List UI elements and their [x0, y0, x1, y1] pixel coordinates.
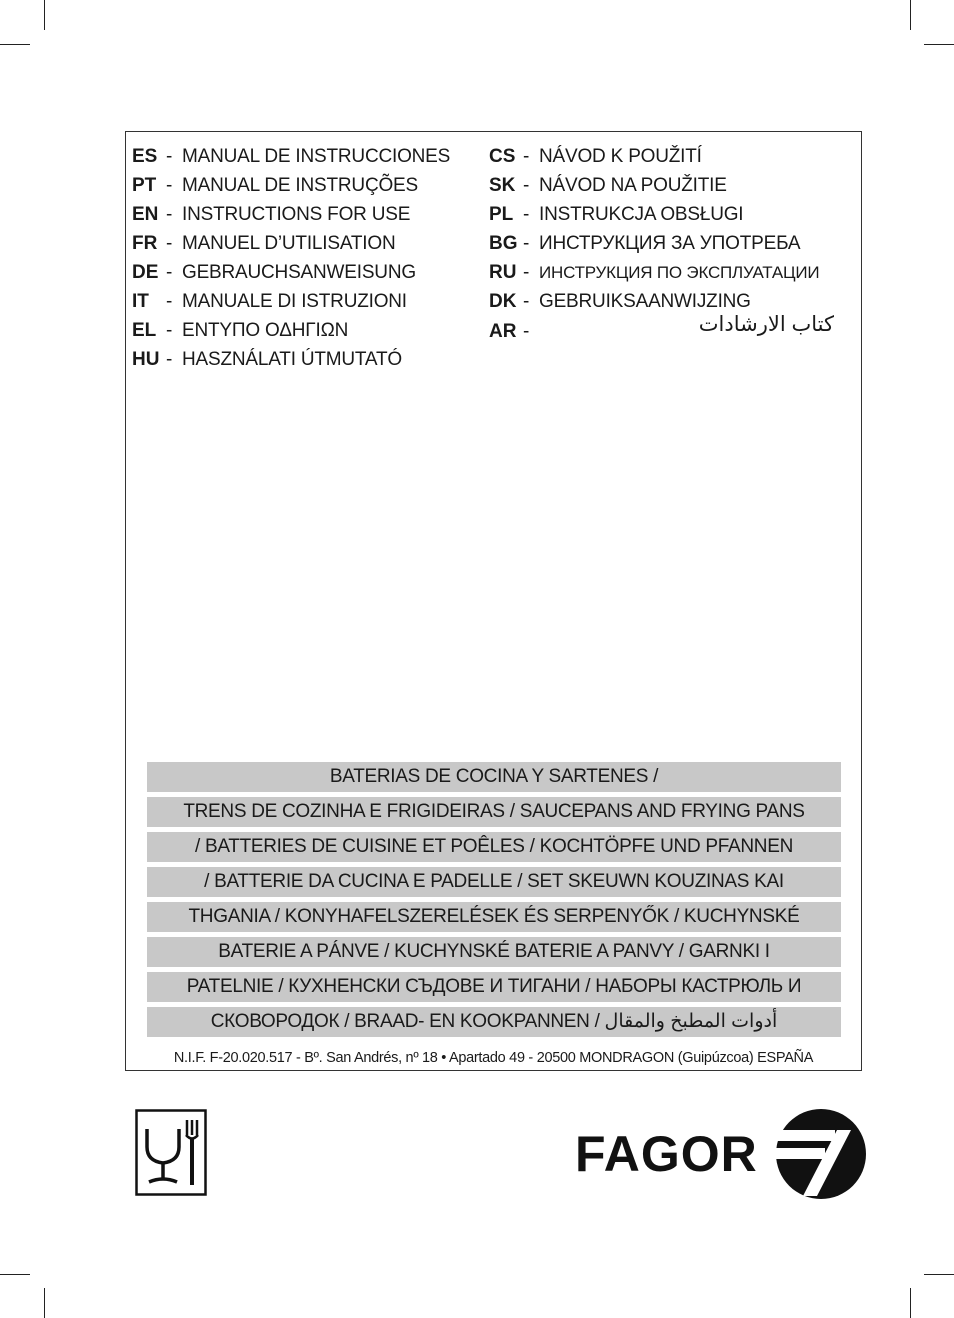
separator: -: [166, 175, 173, 196]
fagor-emblem-icon: [775, 1108, 867, 1200]
language-item: [132, 200, 450, 229]
separator: -: [523, 291, 530, 312]
crop-mark: [0, 44, 30, 45]
language-title: NÁVOD NA POUŽITIE: [539, 175, 727, 196]
language-code: AR: [489, 321, 517, 342]
language-code: FR: [132, 233, 158, 254]
company-address: N.I.F. F-20.020.517 - Bº. San Andrés, nº 18 • Apartado 49 - 20500 MONDRAGON (Guipúzcoa) ESPAÑA: [173, 1050, 814, 1066]
separator: -: [166, 146, 173, 167]
language-title: HASZNÁLATI ÚTMUTATÓ: [182, 349, 402, 370]
language-item: [489, 229, 834, 258]
crop-mark: [44, 1288, 45, 1318]
crop-mark: [924, 1274, 954, 1275]
crop-mark: [0, 1274, 30, 1275]
separator: -: [166, 291, 173, 312]
language-title: MANUEL D’UTILISATION: [182, 233, 396, 254]
product-banner: [147, 762, 841, 1042]
language-code: IT: [132, 291, 149, 312]
separator: -: [166, 349, 173, 370]
language-title: MANUAL DE INSTRUCCIONES: [182, 146, 451, 167]
language-item: [489, 200, 834, 229]
banner-line: TRENS DE COZINHA E FRIGIDEIRAS / SAUCEPANS AND FRYING PANS: [147, 797, 841, 827]
separator: -: [523, 233, 530, 254]
language-code: RU: [489, 262, 517, 283]
language-item: [132, 316, 450, 345]
language-title: ИНСТРУКЦИЯ ЗА УПОТРЕБА: [539, 233, 801, 254]
language-item: [132, 142, 450, 171]
separator: -: [523, 321, 530, 342]
language-code: ES: [132, 146, 158, 167]
crop-mark: [910, 1288, 911, 1318]
language-item: [489, 313, 834, 345]
language-code: CS: [489, 146, 516, 167]
language-title: INSTRUCTIONS FOR USE: [182, 204, 411, 225]
separator: -: [523, 146, 530, 167]
language-title: MANUAL DE INSTRUÇÕES: [182, 175, 418, 196]
crop-mark: [44, 0, 45, 30]
language-title: INSTRUKCJA OBSŁUGI: [539, 204, 744, 225]
cover-frame: [125, 131, 862, 1071]
language-title: MANUALE DI ISTRUZIONI: [182, 291, 407, 312]
language-code: DK: [489, 291, 517, 312]
language-list-left: [132, 142, 450, 374]
separator: -: [166, 204, 173, 225]
language-item: [489, 142, 834, 171]
language-code: PL: [489, 204, 514, 225]
brand-wordmark: FAGOR: [575, 1126, 758, 1182]
language-item: [489, 171, 834, 200]
banner-line: BATERIAS DE COCINA Y SARTENES /: [147, 762, 841, 792]
language-code: EL: [132, 320, 157, 341]
language-item: [132, 171, 450, 200]
banner-line: BATERIE A PÁNVE / KUCHYNSKÉ BATERIE A PANVY / GARNKI I: [147, 937, 841, 967]
language-title: كتاب الارشادات: [698, 313, 834, 336]
language-item: [132, 258, 450, 287]
language-list-right: [489, 142, 834, 345]
language-title: ИНСТРУКЦИЯ ПО ЭКСПЛУАТАЦИИ: [539, 263, 820, 282]
language-code: SK: [489, 175, 516, 196]
separator: -: [523, 262, 530, 283]
language-item: [132, 345, 450, 374]
glass-and-fork-icon: [135, 1109, 207, 1196]
language-title: GEBRUIKSAANWIJZING: [539, 291, 751, 312]
separator: -: [166, 320, 173, 341]
separator: -: [166, 233, 173, 254]
language-code: EN: [132, 204, 159, 225]
fagor-logo: [575, 1108, 870, 1200]
language-code: PT: [132, 175, 157, 196]
separator: -: [523, 204, 530, 225]
separator: -: [523, 175, 530, 196]
language-title: NÁVOD K POUŽITÍ: [539, 146, 702, 167]
language-item: [132, 229, 450, 258]
banner-line: / BATTERIES DE CUISINE ET POÊLES / KOCHTÖPFE UND PFANNEN: [147, 832, 841, 862]
banner-line: PATELNIE / КУХНЕНСКИ СЪДОВЕ И ТИГАНИ / НАБОРЫ КАСТРЮЛЬ И: [147, 972, 841, 1002]
language-title: GEBRAUCHSANWEISUNG: [182, 262, 416, 283]
crop-mark: [910, 0, 911, 30]
banner-line: THGANIA / KONYHAFELSZERELÉSEK ÉS SERPENYŐK / KUCHYNSKÉ: [147, 902, 841, 932]
language-code: DE: [132, 262, 159, 283]
banner-line: / BATTERIE DA CUCINA E PADELLE / SET SKEUWN KOUZINAS KAI: [147, 867, 841, 897]
language-item: [489, 258, 834, 287]
language-code: HU: [132, 349, 160, 370]
crop-mark: [924, 44, 954, 45]
language-code: BG: [489, 233, 518, 254]
language-item: [132, 287, 450, 316]
separator: -: [166, 262, 173, 283]
language-title: ΕΝΤΥΠΟ ΟΔΗΓΙΩΝ: [182, 320, 349, 341]
banner-line: СКОВОРОДОК / BRAAD- EN KOOKPANNEN / أدوات المطبخ والمقال: [147, 1007, 841, 1037]
